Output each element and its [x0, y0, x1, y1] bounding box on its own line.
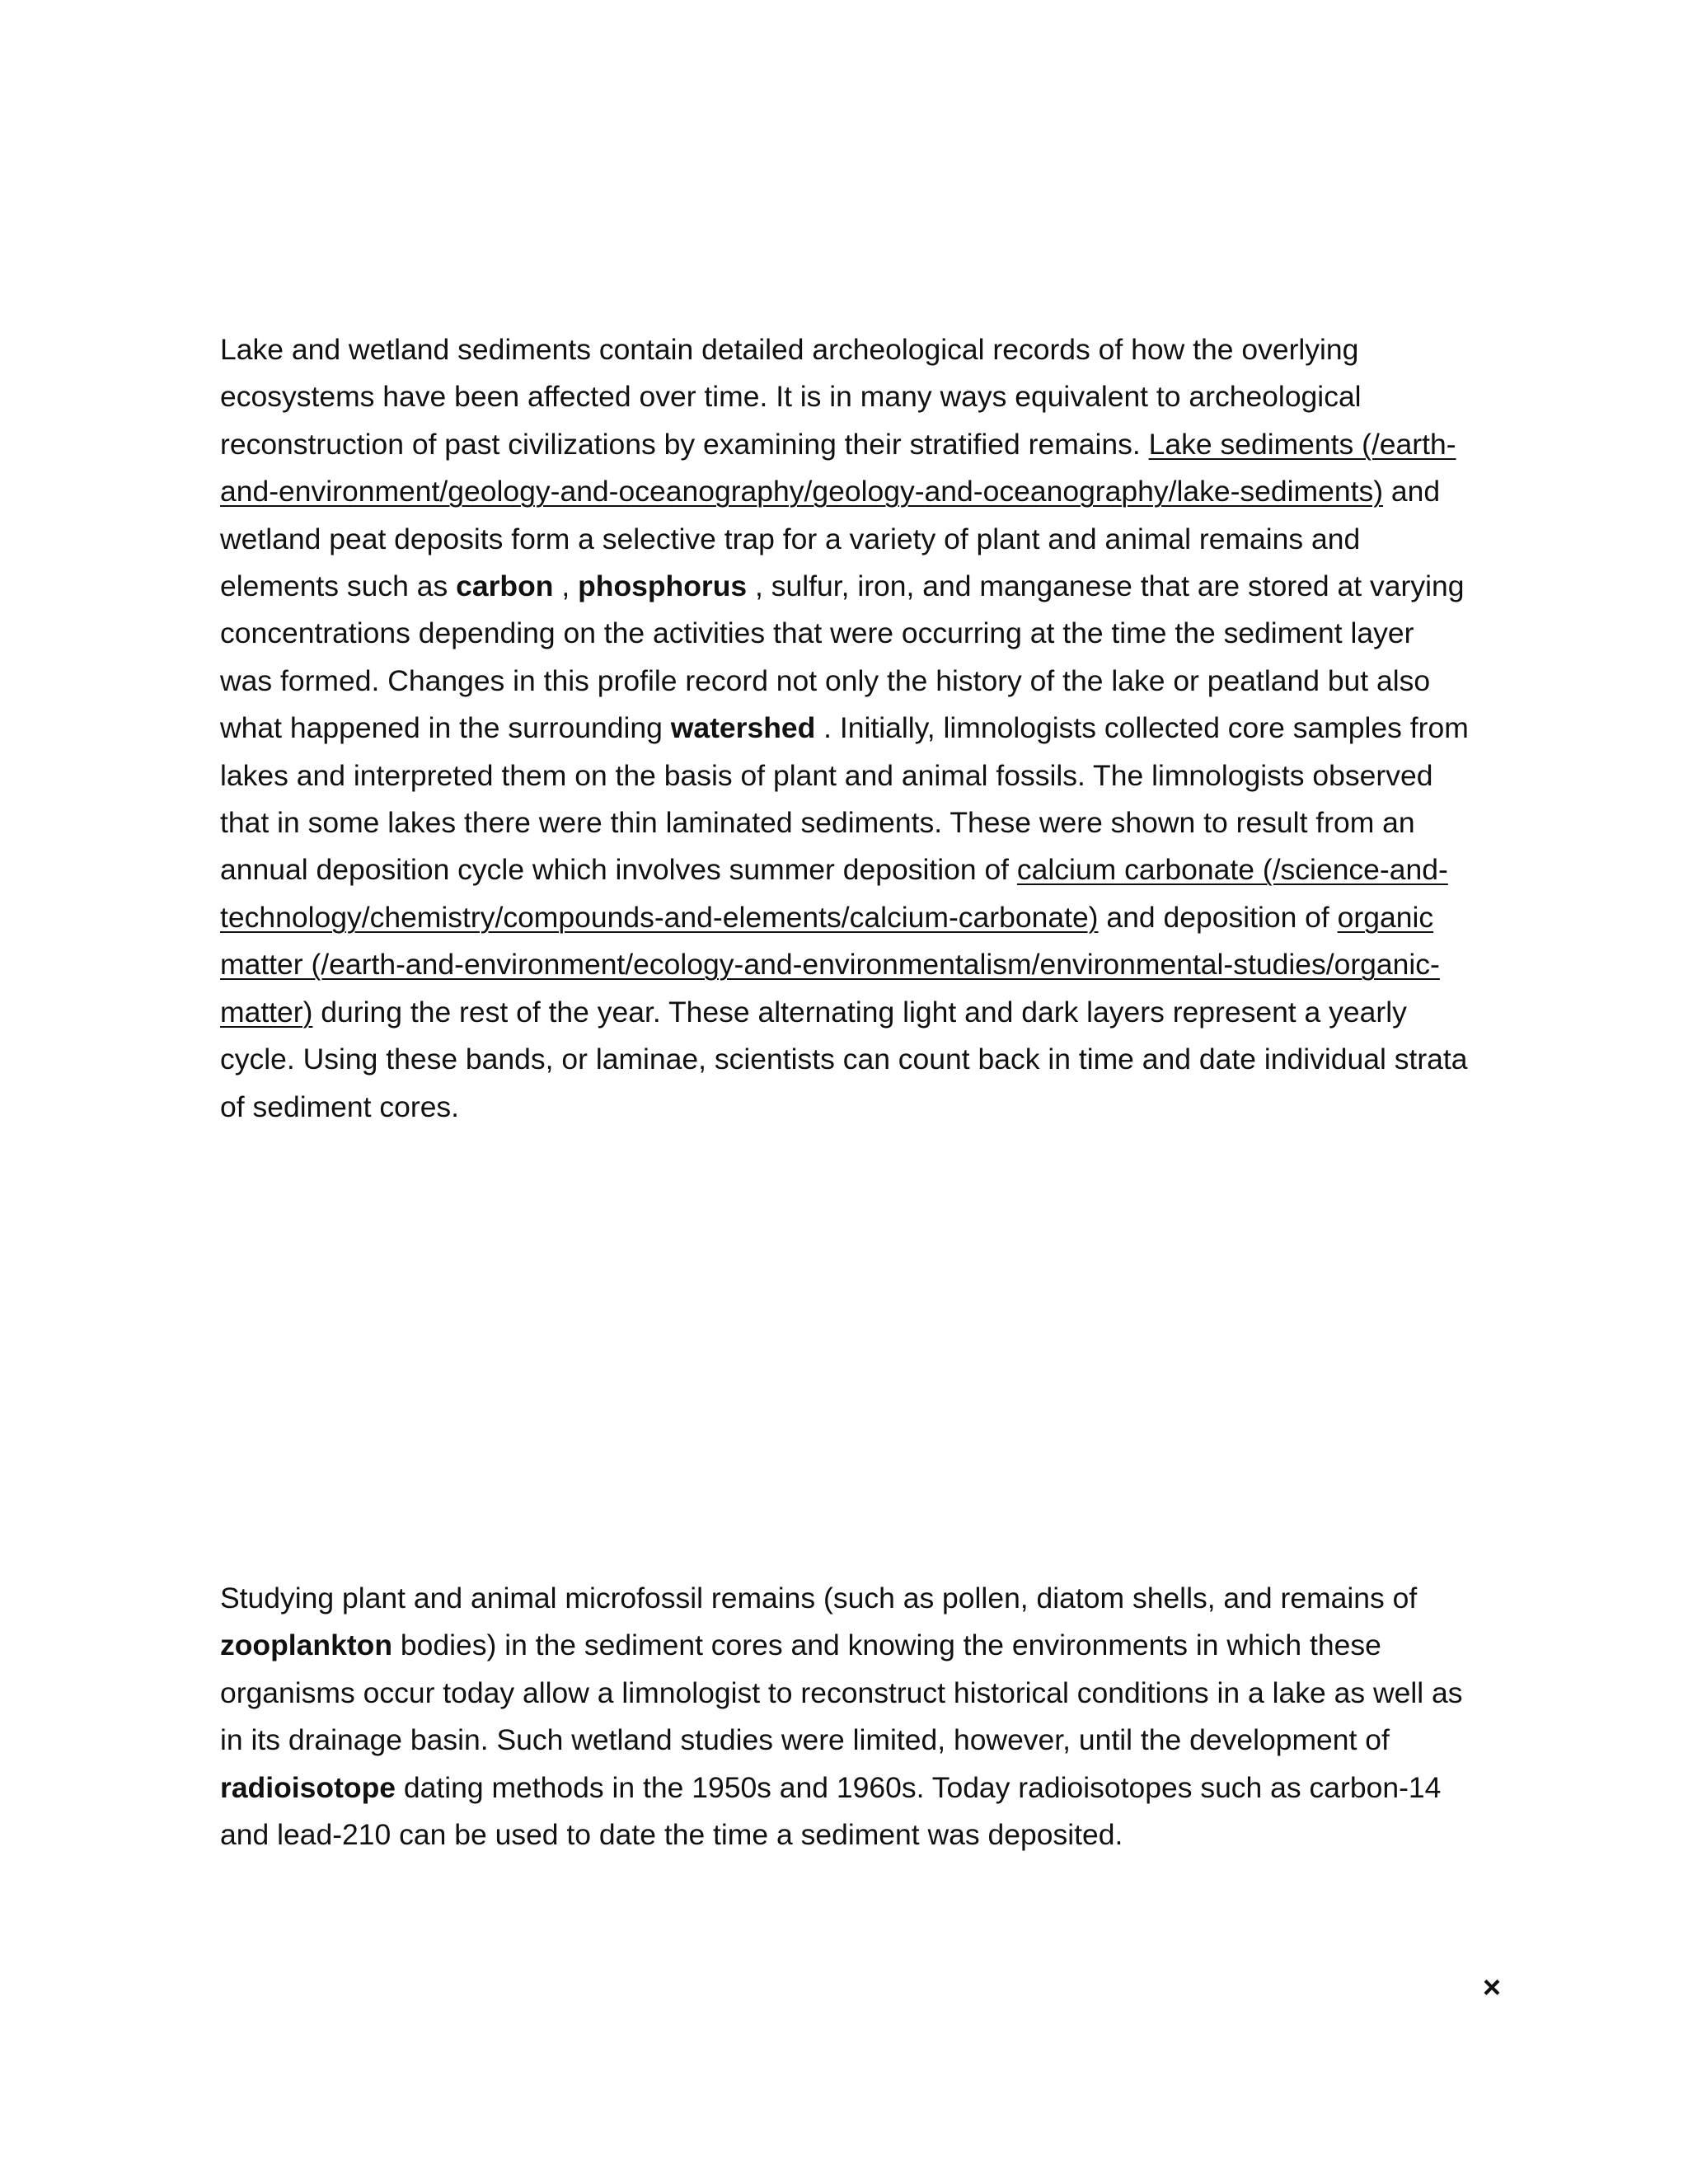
term-carbon: carbon — [456, 569, 554, 603]
close-icon: × — [1482, 1971, 1502, 2005]
paragraph-text: dating methods in the 1950s and 1960s. Today radioisotopes such as carbon-14 and lead-210 can be used to date the time a sediment was deposited. — [220, 1770, 1442, 1852]
paragraph-text: . Initially, limnologists collected core samples from lakes and interpreted them on the basis of plant and animal fossils. The limnologists observed that in some lakes there were thin laminated sediments. These were shown to result from an annual deposition cycle which involves summer deposition of — [220, 711, 1469, 887]
paragraph-text: and wetland peat deposits form a selective trap for a variety of plant and animal remains and elements such as — [220, 475, 1441, 603]
paragraph-text: during the rest of the year. These alternating light and dark layers represent a yearly cycle. Using these bands, or laminae, scientists can count back in time and date individual strata of sediment cores. — [220, 995, 1468, 1123]
term-phosphorus: phosphorus — [578, 569, 748, 603]
link-lake-sediments[interactable]: Lake sediments (/earth-and-environment/geology-and-oceanography/geology-and-oceanography/lake-sediments) — [220, 427, 1456, 509]
paragraph-text: , — [553, 569, 579, 603]
close-button[interactable] — [1475, 1971, 1508, 2004]
paragraph-text: , sulfur, iron, and manganese that are stored at varying concentrations depending on the activities that were occurring at the time the sediment layer was formed. Changes in this profile record not only the history of the lake or peatland but also what happened in the surrounding — [220, 569, 1465, 745]
term-radioisotope: radioisotope — [220, 1770, 396, 1804]
paragraph-lake-sediments — [220, 326, 1470, 1131]
paragraph-text: Lake and wetland sediments contain detailed archeological records of how the overlying ecosystems have been affected over time. It is in many ways equivalent to archeological reconstruction of past civilizations by examining their stratified remains. — [220, 333, 1362, 461]
paragraph-text: Studying plant and animal microfossil remains (such as pollen, diatom shells, and remains of — [220, 1582, 1418, 1615]
paragraph-text: bodies) in the sediment cores and knowing the environments in which these organisms occur today allow a limnologist to reconstruct historical conditions in a lake as well as in its drainage basin. Such wetland studies were limited, however, until the development of — [220, 1629, 1463, 1757]
term-watershed: watershed — [670, 711, 816, 745]
paragraph-microfossils — [220, 1575, 1470, 1858]
link-calcium-carbonate[interactable]: calcium carbonate (/science-and-technology/chemistry/compounds-and-elements/calcium-carbonate) — [220, 853, 1448, 934]
link-organic-matter[interactable]: organic matter (/earth-and-environment/ecology-and-environmentalism/environmental-studies/organic-matter) — [220, 900, 1440, 1029]
term-zooplankton: zooplankton — [220, 1629, 393, 1662]
paragraph-text: and deposition of — [1098, 900, 1338, 934]
